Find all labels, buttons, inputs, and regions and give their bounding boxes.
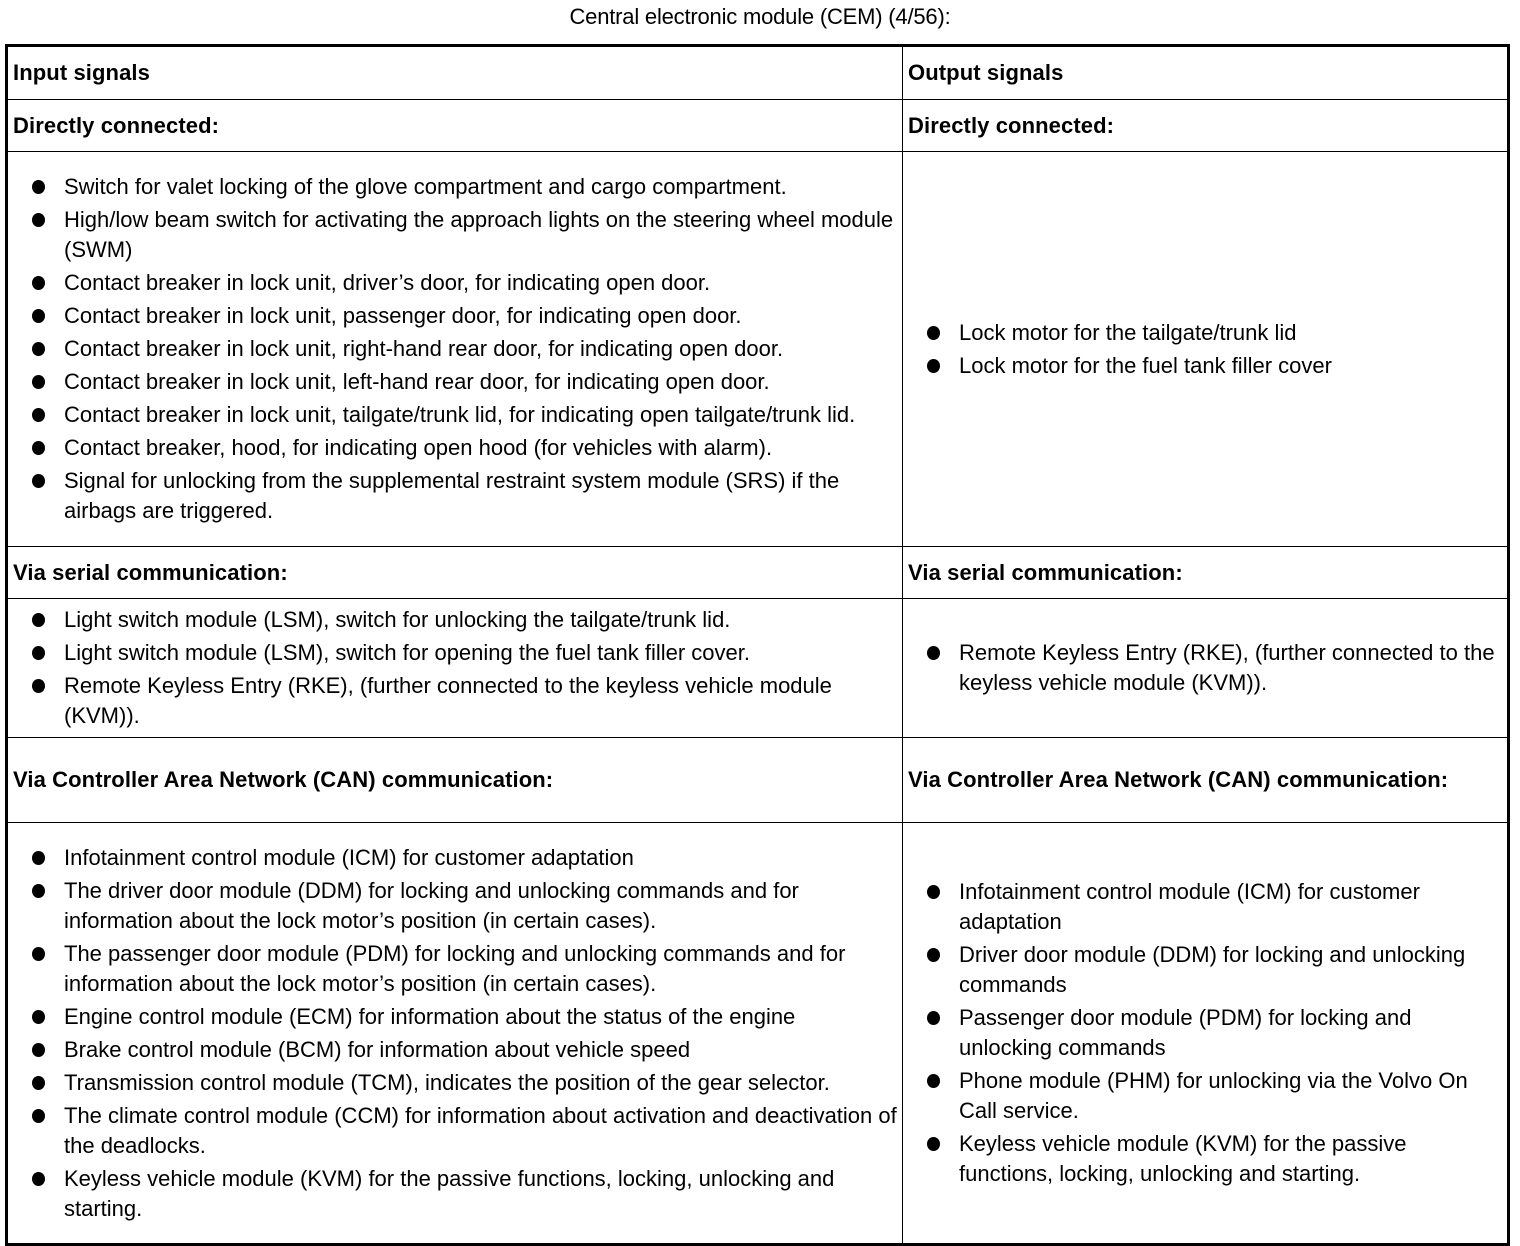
- list-item-text: Light switch module (LSM), switch for opening the fuel tank filler cover.: [64, 640, 750, 665]
- bullet-icon: [32, 947, 45, 961]
- bullet-icon: [927, 646, 940, 660]
- list-item-text: Phone module (PHM) for unlocking via the Volvo On Call service.: [959, 1068, 1468, 1123]
- list-item: [8, 367, 898, 397]
- list-item-text: Infotainment control module (ICM) for customer adaptation: [959, 879, 1420, 934]
- bullet-icon: [32, 851, 45, 865]
- list-item-text: Signal for unlocking from the supplemental restraint system module (SRS) if the airbags are triggered.: [64, 468, 840, 523]
- list-item: [903, 1003, 1503, 1063]
- bullet-icon: [32, 375, 45, 389]
- list-item-text: The passenger door module (PDM) for locking and unlocking commands and for information about the lock motor’s position (in certain cases).: [64, 940, 846, 996]
- list-item: [8, 268, 898, 298]
- list-item-text: Passenger door module (PDM) for locking and unlocking commands: [959, 1005, 1412, 1060]
- list-item-text: Remote Keyless Entry (RKE), (further connected to the keyless vehicle module (KVM)).: [959, 640, 1495, 695]
- bullet-icon: [927, 1137, 940, 1151]
- list-item-text: The climate control module (CCM) for information about activation and deactivation of the deadlocks.: [64, 1102, 897, 1158]
- output-serial-heading: Via serial communication:: [903, 547, 1509, 599]
- list-item: [8, 1035, 898, 1065]
- list-item-text: Keyless vehicle module (KVM) for the passive functions, locking, unlocking and starting.: [64, 1165, 835, 1221]
- list-item: [903, 940, 1503, 1000]
- input-direct-heading: Directly connected:: [7, 100, 903, 152]
- bullet-icon: [32, 613, 45, 627]
- bullet-icon: [32, 213, 45, 227]
- bullet-icon: [927, 885, 940, 899]
- page-title: Central electronic module (CEM) (4/56):: [569, 4, 951, 29]
- list-item-text: Light switch module (LSM), switch for unlocking the tailgate/trunk lid.: [64, 607, 731, 632]
- input-direct-list: [8, 166, 902, 532]
- list-item: [8, 466, 898, 526]
- list-item: [8, 1164, 898, 1224]
- column-header-row: [7, 46, 1509, 100]
- list-item: [903, 1066, 1503, 1126]
- bullet-icon: [32, 180, 45, 194]
- input-serial-cell: [7, 599, 903, 738]
- list-item: [8, 843, 898, 873]
- list-item-text: Contact breaker in lock unit, right-hand rear door, for indicating open door.: [64, 336, 784, 361]
- list-item-text: The driver door module (DDM) for locking and unlocking commands and for information about the lock motor’s position (in certain cases).: [64, 877, 799, 933]
- section-body-row-can: [7, 823, 1509, 1245]
- input-can-list: [8, 837, 902, 1230]
- bullet-icon: [32, 309, 45, 323]
- section-header-row-can: [7, 738, 1509, 823]
- list-item: [8, 400, 898, 430]
- list-item-text: Brake control module (BCM) for information about vehicle speed: [64, 1036, 691, 1062]
- output-can-list: [903, 871, 1507, 1195]
- input-can-heading: Via Controller Area Network (CAN) communication:: [7, 738, 903, 823]
- list-item-text: Transmission control module (TCM), indicates the position of the gear selector.: [64, 1069, 830, 1095]
- bullet-icon: [32, 1043, 45, 1057]
- list-item-text: Lock motor for the tailgate/trunk lid: [959, 319, 1297, 345]
- list-item-text: Switch for valet locking of the glove compartment and cargo compartment.: [64, 174, 787, 199]
- list-item: [8, 334, 898, 364]
- output-direct-cell: [903, 152, 1509, 547]
- section-body-row-serial: [7, 599, 1509, 738]
- list-item-text: Engine control module (ECM) for information about the status of the engine: [64, 1003, 796, 1029]
- list-item-text: Contact breaker in lock unit, left-hand rear door, for indicating open door.: [64, 369, 770, 394]
- list-item-text: Remote Keyless Entry (RKE), (further connected to the keyless vehicle module (KVM)).: [64, 673, 832, 728]
- bullet-icon: [32, 276, 45, 290]
- list-item-text: High/low beam switch for activating the approach lights on the steering wheel module (SWM): [64, 207, 894, 262]
- list-item: [903, 351, 1503, 381]
- bullet-icon: [32, 1109, 45, 1123]
- list-item: [8, 876, 898, 936]
- list-item: [8, 1002, 898, 1032]
- bullet-icon: [927, 1011, 940, 1025]
- bullet-icon: [32, 441, 45, 455]
- list-item: [8, 433, 898, 463]
- bullet-icon: [32, 679, 45, 693]
- output-serial-list: [903, 632, 1507, 704]
- list-item-text: Keyless vehicle module (KVM) for the passive functions, locking, unlocking and starting.: [959, 1131, 1407, 1186]
- output-direct-heading: Directly connected:: [903, 100, 1509, 152]
- list-item-text: Contact breaker in lock unit, tailgate/trunk lid, for indicating open tailgate/trunk lid.: [64, 402, 856, 427]
- bullet-icon: [32, 884, 45, 898]
- output-direct-list: [903, 312, 1507, 387]
- list-item-text: Infotainment control module (ICM) for customer adaptation: [64, 844, 634, 870]
- list-item: [8, 301, 898, 331]
- list-item-text: Contact breaker in lock unit, passenger door, for indicating open door.: [64, 303, 742, 328]
- bullet-icon: [32, 408, 45, 422]
- list-item: [8, 671, 898, 731]
- output-serial-cell: [903, 599, 1509, 738]
- list-item: [8, 638, 898, 668]
- signals-table: [5, 44, 1510, 1246]
- section-body-row-direct: [7, 152, 1509, 547]
- output-signals-header: Output signals: [903, 46, 1509, 100]
- input-direct-cell: [7, 152, 903, 547]
- list-item-text: Contact breaker, hood, for indicating open hood (for vehicles with alarm).: [64, 435, 773, 460]
- list-item: [903, 318, 1503, 348]
- bullet-icon: [32, 1010, 45, 1024]
- list-item: [8, 1068, 898, 1098]
- output-can-cell: [903, 823, 1509, 1245]
- list-item-text: Lock motor for the fuel tank filler cover: [959, 352, 1332, 378]
- bullet-icon: [32, 342, 45, 356]
- bullet-icon: [32, 1076, 45, 1090]
- input-serial-heading: Via serial communication:: [7, 547, 903, 599]
- input-can-cell: [7, 823, 903, 1245]
- list-item: [8, 939, 898, 999]
- list-item: [903, 638, 1503, 698]
- list-item: [903, 877, 1503, 937]
- bullet-icon: [927, 948, 940, 962]
- bullet-icon: [32, 474, 45, 488]
- input-signals-header: Input signals: [7, 46, 903, 100]
- bullet-icon: [927, 1074, 940, 1088]
- list-item-text: Contact breaker in lock unit, driver’s door, for indicating open door.: [64, 270, 711, 295]
- list-item: [8, 172, 898, 202]
- bullet-icon: [32, 1172, 45, 1186]
- list-item: [8, 205, 898, 265]
- list-item: [903, 1129, 1503, 1189]
- section-header-row-serial: [7, 547, 1509, 599]
- output-can-heading: Via Controller Area Network (CAN) communication:: [903, 738, 1509, 823]
- bullet-icon: [32, 646, 45, 660]
- list-item: [8, 605, 898, 635]
- input-serial-list: [8, 599, 902, 737]
- list-item-text: Driver door module (DDM) for locking and unlocking commands: [959, 942, 1466, 997]
- bullet-icon: [927, 326, 940, 340]
- section-header-row-direct: [7, 100, 1509, 152]
- list-item: [8, 1101, 898, 1161]
- bullet-icon: [927, 359, 940, 373]
